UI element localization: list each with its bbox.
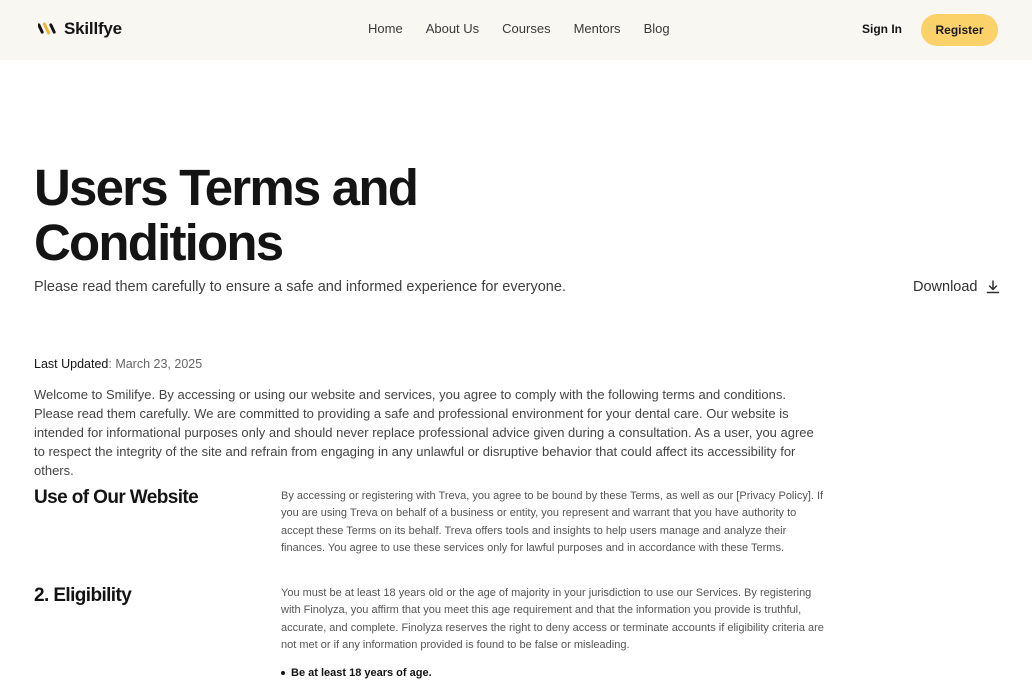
nav-mentors[interactable]: Mentors bbox=[573, 21, 621, 36]
register-button[interactable]: Register bbox=[921, 14, 998, 46]
intro-paragraph: Welcome to Smilifye. By accessing or using our website and services, you agree to comply with the following terms and conditions. Please read them carefully. We are committed to providing a safe and professional environment for your dental care. Our website is intended for informational purposes only and should never replace professional advice given during a consultation. As a user, you agree to respect the integrity of the site and refrain from engaging in any unlawful or disruptive behavior that could affect its accessibility for others. bbox=[34, 387, 814, 478]
download-button[interactable] bbox=[913, 279, 1000, 295]
bullet-dot bbox=[281, 671, 285, 675]
nav-blog[interactable]: Blog bbox=[643, 21, 670, 36]
section-body-use-of-website: By accessing or registering with Treva, you agree to be bound by these Terms, as well as our [Privacy Policy]. If you are using Treva on behalf of a business or entity, you represent and warrant that you have authority to accept these Terms on its behalf. Treva offers tools and insights to help users manage and analyze their finances. You agree to use these services only for lawful purposes and in accordance with these Terms. bbox=[281, 490, 824, 554]
section-title-use-of-website: Use of Our Website bbox=[34, 487, 199, 508]
site-header bbox=[0, 0, 1032, 60]
last-updated: Last Updated: March 23, 2025 bbox=[34, 357, 203, 371]
logo-text: Skillfye bbox=[64, 19, 122, 38]
section-body-eligibility: You must be at least 18 years old or the age of majority in your jurisdiction to use our Services. By registering with Finolyza, you affirm that you meet this age requirement and that the information you provide is truthful, accurate, and complete. Finolyza reserves the right to deny access or terminate accounts if eligibility criteria are not met or if any information provided is found to be false or misleading. bbox=[281, 587, 824, 651]
download-label: Download bbox=[913, 279, 978, 295]
main-nav bbox=[368, 21, 670, 36]
last-updated-label: Last Updated bbox=[34, 357, 109, 371]
list-item bbox=[281, 667, 432, 679]
section-title-eligibility: 2. Eligibility bbox=[34, 585, 132, 606]
nav-about-us[interactable]: About Us bbox=[425, 21, 480, 36]
last-updated-date: March 23, 2025 bbox=[115, 357, 203, 371]
page-title: Users Terms and Conditions bbox=[34, 159, 418, 271]
download-icon bbox=[986, 280, 1000, 294]
nav-home[interactable]: Home bbox=[368, 21, 403, 36]
sign-in-link[interactable]: Sign In bbox=[862, 22, 902, 36]
nav-courses[interactable]: Courses bbox=[502, 21, 551, 36]
logo[interactable] bbox=[38, 19, 122, 39]
page-subtitle: Please read them carefully to ensure a safe and informed experience for everyone. bbox=[34, 279, 566, 295]
bullet-text: Be at least 18 years of age. bbox=[291, 667, 432, 679]
logo-icon bbox=[38, 20, 58, 38]
